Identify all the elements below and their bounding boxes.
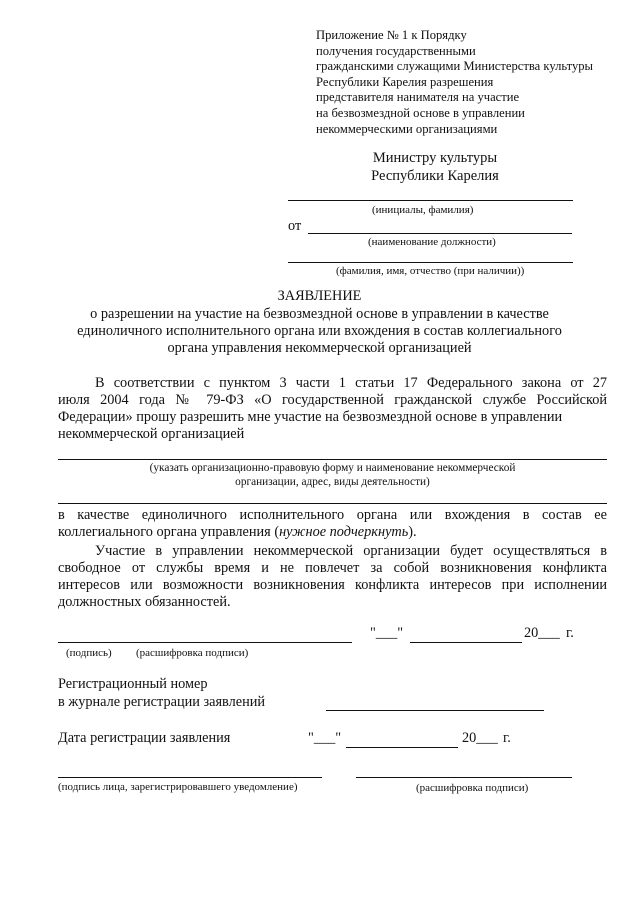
paragraph-3-line: Участие в управлении некоммерческой организации будет осуществляться в xyxy=(95,543,607,559)
reg-number-label: в журнале регистрации заявлений xyxy=(58,694,266,710)
date-year: 20___ xyxy=(524,625,560,641)
header-line: на безвозмездной основе в управлении xyxy=(316,105,525,120)
header-line: представителя нанимателя на участие xyxy=(316,90,520,105)
registrar-decode-line[interactable] xyxy=(356,777,572,778)
addressee-line-1: Министру культуры xyxy=(372,150,498,166)
registrar-signature-line[interactable] xyxy=(58,777,322,778)
paragraph-1-line: В соответствии с пунктом 3 части 1 статьи 17 Федерального закона от 27 xyxy=(95,375,607,391)
header-line: получения государственными xyxy=(316,43,476,58)
position-field-line[interactable] xyxy=(308,233,572,234)
signature-caption: (подпись) xyxy=(66,647,112,659)
paragraph-1-line: июля 2004 года № 79-ФЗ «О государственной гражданской службе Российской xyxy=(58,392,607,408)
fio-caption: (фамилия, имя, отчество (при наличии)) xyxy=(336,265,525,277)
organization-field-line-2[interactable] xyxy=(58,503,607,504)
header-line: некоммерческими организациями xyxy=(316,121,498,136)
date-day-quote: "___" xyxy=(370,625,404,641)
registrar-decode-caption: (расшифровка подписи) xyxy=(416,782,529,794)
paragraph-2-text: коллегиального органа управления ( xyxy=(58,524,280,540)
paragraph-2-line: в качестве единоличного исполнительного органа или вхождения в состав ее xyxy=(58,507,607,523)
registrar-caption: (подпись лица, зарегистрировавшего уведомление) xyxy=(58,781,298,793)
reg-date-label: Дата регистрации заявления xyxy=(58,730,231,746)
document-title: ЗАЯВЛЕНИЕ xyxy=(277,288,362,304)
reg-date-month-field-line[interactable] xyxy=(346,747,458,748)
date-year-suffix: г. xyxy=(566,625,574,641)
header-line: Приложение № 1 к Порядку xyxy=(316,28,467,42)
position-caption: (наименование должности) xyxy=(368,236,496,248)
paragraph-3-line: свободное от службы время и не повлечет за собой возникновения конфликта xyxy=(58,560,607,576)
reg-number-field-line[interactable] xyxy=(326,710,544,711)
fio-field-line[interactable] xyxy=(288,262,573,263)
paragraph-2-text: ). xyxy=(408,524,417,540)
organization-caption: (указать организационно-правовую форму и наименование некоммерческой xyxy=(149,462,516,474)
addressee-line-2: Республики Карелия xyxy=(371,168,499,184)
title-subline: единоличного исполнительного органа или вхождения в состав коллегиального xyxy=(77,323,562,339)
initials-field-line[interactable] xyxy=(288,200,573,201)
paragraph-1-line: некоммерческой организацией xyxy=(58,426,245,442)
paragraph-3-line: должностных обязанностей. xyxy=(58,594,231,610)
title-subline: о разрешении на участие на безвозмездной основе в управлении в качестве xyxy=(90,306,549,322)
title-subline: органа управления некоммерческой организацией xyxy=(167,340,472,356)
header-line: гражданскими служащими Министерства культуры xyxy=(316,59,594,74)
organization-caption: организации, адрес, виды деятельности) xyxy=(235,476,430,488)
from-label: от xyxy=(288,218,302,234)
underline-hint: нужное подчеркнуть xyxy=(279,524,409,540)
header-line: Республики Карелия разрешения xyxy=(316,74,494,89)
decode-caption: (расшифровка подписи) xyxy=(136,647,249,659)
paragraph-3-line: интересов или возможности возникновения конфликта интересов при исполнении xyxy=(58,577,607,593)
reg-date-year-suffix: г. xyxy=(503,730,511,746)
initials-caption: (инициалы, фамилия) xyxy=(372,204,474,216)
appendix-header xyxy=(316,28,616,137)
signature-field-line[interactable] xyxy=(58,642,352,643)
reg-date-year: 20___ xyxy=(462,730,498,746)
organization-field-line[interactable] xyxy=(58,459,607,460)
paragraph-1-line: Федерации» прошу разрешить мне участие на безвозмездной основе в управлении xyxy=(58,409,563,425)
paragraph-2-line xyxy=(58,524,417,541)
date-month-field-line[interactable] xyxy=(410,642,522,643)
reg-number-label: Регистрационный номер xyxy=(58,676,208,692)
reg-date-day-quote: "___" xyxy=(308,730,342,746)
